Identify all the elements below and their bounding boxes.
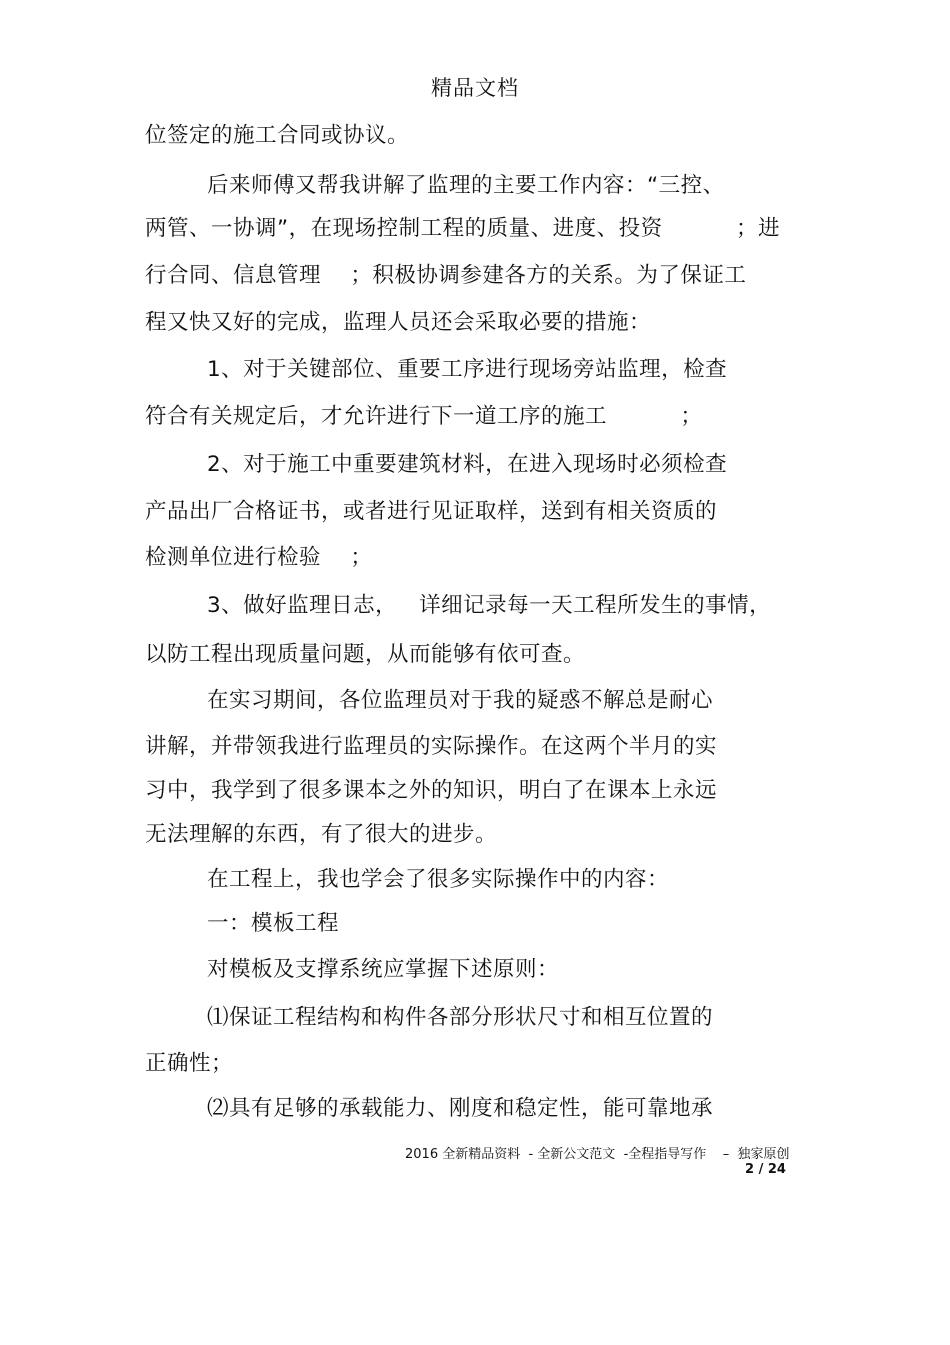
paragraph-line: 1、对于关键部位、重要工序进行现场旁站监理，检查 (207, 357, 728, 382)
paragraph-line: 行合同、信息管理 ；积极协调参建各方的关系。为了保证工 (145, 263, 747, 288)
paragraph-line: 无法理解的东西，有了很大的进步。 (145, 822, 498, 847)
list-item-line: ⑵具有足够的承载能力、刚度和稳定性，能可靠地承 (207, 1096, 714, 1121)
paragraph-line: 在实习期间，各位监理员对于我的疑惑不解总是耐心 (207, 688, 714, 713)
paragraph-line: 两管、一协调”，在现场控制工程的质量、进度、投资 ；进 (145, 216, 780, 241)
paragraph-line: 对模板及支撑系统应掌握下述原则： (207, 957, 560, 982)
paragraph-line: 后来师傅又帮我讲解了监理的主要工作内容：“三控、 (207, 173, 725, 198)
paragraph-line: 以防工程出现质量问题，从而能够有依可查。 (145, 642, 586, 667)
section-heading: 一：模板工程 (207, 911, 340, 936)
paragraph-line: 2、对于施工中重要建筑材料，在进入现场时必须检查 (207, 452, 728, 477)
paragraph-line: 位签定的施工合同或协议。 (145, 123, 410, 148)
footer-text: 2016 全新精品资料 - 全新公文范文 -全程指导写作 – 独家原创 (405, 1147, 790, 1162)
page-header-title: 精品文档 (431, 76, 519, 100)
paragraph-line: 产品出厂合格证书，或者进行见证取样，送到有相关资质的 (145, 499, 718, 524)
paragraph-line: 程又快又好的完成，监理人员还会采取必要的措施： (145, 310, 652, 335)
list-item-line: ⑴保证工程结构和构件各部分形状尺寸和相互位置的 (207, 1005, 714, 1030)
paragraph-line: 习中，我学到了很多课本之外的知识，明白了在课本上永远 (145, 778, 718, 803)
paragraph-line: 符合有关规定后，才允许进行下一道工序的施工 ； (145, 404, 703, 429)
paragraph-line: 讲解，并带领我进行监理员的实际操作。在这两个半月的实 (145, 734, 718, 759)
paragraph-line: 3、做好监理日志， 详细记录每一天工程所发生的事情， (207, 593, 772, 618)
list-item-line: 正确性； (145, 1051, 234, 1076)
page-number: 2 / 24 (745, 1162, 786, 1177)
paragraph-line: 在工程上，我也学会了很多实际操作中的内容： (207, 867, 670, 892)
paragraph-line: 检测单位进行检验 ； (145, 545, 373, 570)
